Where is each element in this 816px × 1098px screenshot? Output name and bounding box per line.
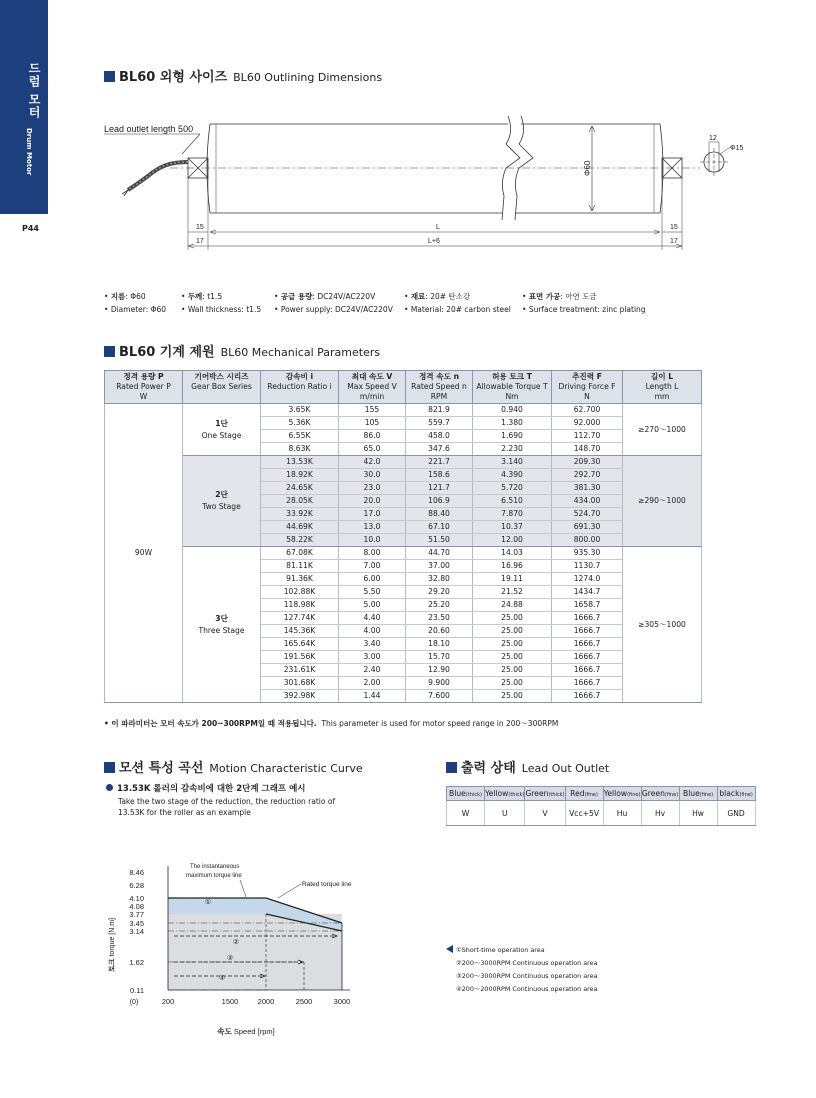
table-cell: 67.08K xyxy=(261,547,339,560)
table-cell: 19.11 xyxy=(473,573,552,586)
y-tick-label: 0.11 xyxy=(129,986,144,995)
table-cell: 1.380 xyxy=(473,417,552,430)
table-cell: 18.10 xyxy=(406,638,473,651)
dimension-drawing xyxy=(100,112,760,260)
spec-diameter: • 지름: Φ60 • Diameter: Φ60 xyxy=(104,292,167,314)
y-tick-label: 3.45 xyxy=(129,919,144,928)
table-cell: 18.92K xyxy=(261,469,339,482)
table-cell: 15.70 xyxy=(406,651,473,664)
x-tick-label: 3000 xyxy=(333,997,351,1006)
table-cell: 25.00 xyxy=(473,651,552,664)
length-cell: ≥305～1000 xyxy=(623,547,702,703)
table-cell: 20.60 xyxy=(406,625,473,638)
table-cell: 13.53K xyxy=(261,456,339,469)
x-tick-label: 1500 xyxy=(221,997,239,1006)
outlet-value-cell: GND xyxy=(717,801,755,826)
outlet-value-cell: Hu xyxy=(603,801,641,826)
y-tick-label: 3.14 xyxy=(129,927,144,936)
table-cell: 7.600 xyxy=(406,690,473,703)
table-cell: 37.00 xyxy=(406,560,473,573)
header-power: 정격 용량 P Rated Power P W xyxy=(105,371,183,404)
table-cell: 1.690 xyxy=(473,430,552,443)
table-cell: 28.05K xyxy=(261,495,339,508)
section-marker-icon xyxy=(446,762,457,773)
outlet-value-cell: Hw xyxy=(679,801,717,826)
table-cell: 292.70 xyxy=(552,469,623,482)
mechanical-parameters-table xyxy=(104,370,702,703)
bullet-dot-icon xyxy=(106,784,113,791)
y-axis-label: 토크 torque [N.m] xyxy=(109,918,116,972)
table-cell: 24.65K xyxy=(261,482,339,495)
legend-item: ③200～3000RPM Continuous operation area xyxy=(456,972,598,980)
region-label-2: ② xyxy=(232,939,240,946)
table-cell: 23.0 xyxy=(339,482,406,495)
table-cell: 21.52 xyxy=(473,586,552,599)
table-cell: 5.00 xyxy=(339,599,406,612)
table-cell: 221.7 xyxy=(406,456,473,469)
side-tab-subtitle: Drum Motor xyxy=(25,128,33,176)
table-cell: 30.0 xyxy=(339,469,406,482)
table-cell: 821.9 xyxy=(406,404,473,417)
side-tab-title: 드럼 모터 xyxy=(27,62,41,120)
outlet-header-row xyxy=(447,787,756,801)
dim-17-right: 17 xyxy=(670,238,678,245)
table-cell: 1.44 xyxy=(339,690,406,703)
outlet-value-row xyxy=(447,801,756,826)
table-cell: 6.55K xyxy=(261,430,339,443)
legend-item: ②200～3000RPM Continuous operation area xyxy=(456,959,598,967)
table-cell: 2.40 xyxy=(339,664,406,677)
x-tick-label: 2000 xyxy=(257,997,275,1006)
outlet-header-cell: Red(fine) xyxy=(565,787,603,801)
table-cell: 935.30 xyxy=(552,547,623,560)
annotation-instantaneous: The instantaneous xyxy=(190,864,240,870)
table-cell: 347.6 xyxy=(406,443,473,456)
table-cell: 1666.7 xyxy=(552,677,623,690)
table-cell: 1666.7 xyxy=(552,638,623,651)
table-cell: 44.70 xyxy=(406,547,473,560)
length-cell: ≥270～1000 xyxy=(623,404,702,456)
curve-title: 모션 특성 곡선 Motion Characteristic Curve xyxy=(104,757,363,776)
pointer-triangle-icon xyxy=(446,945,453,953)
table-header-row xyxy=(105,371,702,404)
table-cell: 1666.7 xyxy=(552,651,623,664)
curve-description: Take the two stage of the reduction, the reduction ratio of 13.53K for the roller as an example xyxy=(118,797,336,817)
table-cell: 1130.7 xyxy=(552,560,623,573)
table-cell: 24.88 xyxy=(473,599,552,612)
table-cell: 3.65K xyxy=(261,404,339,417)
gearbox-stage-cell: 3단 Three Stage xyxy=(183,547,261,703)
shaft-width-label: 12 xyxy=(709,135,717,142)
table-cell: 8.63K xyxy=(261,443,339,456)
table-cell: 209.30 xyxy=(552,456,623,469)
table-cell: 458.0 xyxy=(406,430,473,443)
table-cell: 191.56K xyxy=(261,651,339,664)
table-cell: 6.00 xyxy=(339,573,406,586)
table-cell: 392.98K xyxy=(261,690,339,703)
spec-power: • 공급 용량: DC24V/AC220V • Power supply: DC24V/AC220V xyxy=(274,292,393,314)
y-tick-label: 3.77 xyxy=(129,910,144,919)
region-label-3: ③ xyxy=(226,955,234,962)
table-cell: 4.390 xyxy=(473,469,552,482)
header-torque: 허용 토크 T Allowable Torque T Nm xyxy=(473,371,552,404)
table-cell: 127.74K xyxy=(261,612,339,625)
outlet-header-cell: Blue(thick) xyxy=(447,787,485,801)
table-cell: 12.00 xyxy=(473,534,552,547)
table-row xyxy=(105,547,702,560)
curve-subtitle: 13.53K 롤러의 감속비에 대한 2단계 그래프 예시 xyxy=(106,782,306,794)
table-cell: 1666.7 xyxy=(552,612,623,625)
table-cell: 155 xyxy=(339,404,406,417)
table-cell: 1274.0 xyxy=(552,573,623,586)
x-tick-label: 2500 xyxy=(295,997,313,1006)
dim-l-label: L xyxy=(436,224,440,231)
section-marker-icon xyxy=(104,346,115,357)
table-cell: 32.80 xyxy=(406,573,473,586)
shaft-dia-label: Φ15 xyxy=(730,145,744,152)
annotation-leader xyxy=(278,884,301,898)
table-cell: 86.0 xyxy=(339,430,406,443)
table-cell: 1666.7 xyxy=(552,664,623,677)
table-cell: 88.40 xyxy=(406,508,473,521)
table-cell: 2.230 xyxy=(473,443,552,456)
section-marker-icon xyxy=(104,762,115,773)
table-cell: 16.96 xyxy=(473,560,552,573)
mechanical-title: BL60 기계 제원 BL60 Mechanical Parameters xyxy=(104,341,380,360)
table-cell: 102.88K xyxy=(261,586,339,599)
annotation-leader xyxy=(240,880,246,897)
table-cell: 5.720 xyxy=(473,482,552,495)
spec-surface: • 표면 가공: 아연 도금 • Surface treatment: zinc plating xyxy=(522,292,646,314)
table-cell: 13.0 xyxy=(339,521,406,534)
table-cell: 17.0 xyxy=(339,508,406,521)
table-cell: 231.61K xyxy=(261,664,339,677)
table-cell: 121.7 xyxy=(406,482,473,495)
legend-item: ①Short-time operation area xyxy=(446,944,598,957)
outlet-header-cell: Green(thick) xyxy=(525,787,565,801)
table-cell: 10.0 xyxy=(339,534,406,547)
header-max-speed: 최대 속도 V Max Speed V m/min xyxy=(339,371,406,404)
table-row xyxy=(105,404,702,417)
table-cell: 51.50 xyxy=(406,534,473,547)
outlet-header-cell: Yellow(fine) xyxy=(603,787,641,801)
table-cell: 148.70 xyxy=(552,443,623,456)
side-tab xyxy=(0,0,48,214)
outlet-value-cell: Vcc+5V xyxy=(565,801,603,826)
table-row xyxy=(105,456,702,469)
x-origin-label: (0) xyxy=(129,999,139,1006)
x-tick-label: 200 xyxy=(161,997,175,1006)
table-cell: 20.0 xyxy=(339,495,406,508)
motion-curve-chart xyxy=(96,856,376,1040)
table-cell: 4.40 xyxy=(339,612,406,625)
table-cell: 58.22K xyxy=(261,534,339,547)
header-rated-speed: 정격 속도 n Rated Speed n RPM xyxy=(406,371,473,404)
length-cell: ≥290～1000 xyxy=(623,456,702,547)
table-cell: 42.0 xyxy=(339,456,406,469)
gearbox-stage-cell: 1단 One Stage xyxy=(183,404,261,456)
outlet-title: 출력 상태 Lead Out Outlet xyxy=(446,757,609,776)
y-tick-label: 4.08 xyxy=(129,902,144,911)
table-cell: 3.40 xyxy=(339,638,406,651)
outlet-value-cell: V xyxy=(525,801,565,826)
table-cell: 44.69K xyxy=(261,521,339,534)
table-cell: 14.03 xyxy=(473,547,552,560)
table-cell: 7.00 xyxy=(339,560,406,573)
outlet-header-cell: Blue(fine) xyxy=(679,787,717,801)
table-cell: 12.90 xyxy=(406,664,473,677)
dim-15-right: 15 xyxy=(670,224,678,231)
outlet-header-cell: Yellow(thick) xyxy=(485,787,525,801)
table-cell: 25.00 xyxy=(473,690,552,703)
table-cell: 6.510 xyxy=(473,495,552,508)
table-cell: 106.9 xyxy=(406,495,473,508)
table-cell: 559.7 xyxy=(406,417,473,430)
curve-legend xyxy=(446,944,598,996)
table-cell: 105 xyxy=(339,417,406,430)
y-tick-label: 8.46 xyxy=(129,868,144,877)
table-cell: 112.70 xyxy=(552,430,623,443)
table-cell: 691.30 xyxy=(552,521,623,534)
outlet-header-cell: Green(fine) xyxy=(641,787,679,801)
table-cell: 5.36K xyxy=(261,417,339,430)
table-cell: 9.900 xyxy=(406,677,473,690)
annotation-rated: Rated torque line xyxy=(302,881,352,888)
header-length: 길이 L Length L mm xyxy=(623,371,702,404)
dim-l6-label: L+6 xyxy=(428,238,440,245)
table-cell: 25.00 xyxy=(473,677,552,690)
table-cell: 8.00 xyxy=(339,547,406,560)
header-force: 추진력 F Driving Force F N xyxy=(552,371,623,404)
table-cell: 33.92K xyxy=(261,508,339,521)
table-cell: 25.00 xyxy=(473,625,552,638)
table-cell: 23.50 xyxy=(406,612,473,625)
page-number: P44 xyxy=(22,224,39,233)
outlet-value-cell: Hv xyxy=(641,801,679,826)
table-cell: 25.00 xyxy=(473,638,552,651)
table-cell: 800.00 xyxy=(552,534,623,547)
table-cell: 4.00 xyxy=(339,625,406,638)
y-tick-label: 1.62 xyxy=(129,958,144,967)
table-cell: 10.37 xyxy=(473,521,552,534)
table-cell: 1434.7 xyxy=(552,586,623,599)
dimensions-title: BL60 외형 사이즈 BL60 Outlining Dimensions xyxy=(104,66,382,85)
table-cell: 118.98K xyxy=(261,599,339,612)
table-cell: 1658.7 xyxy=(552,599,623,612)
dim-15-left: 15 xyxy=(196,224,204,231)
table-cell: 25.20 xyxy=(406,599,473,612)
y-tick-label: 4.10 xyxy=(129,894,144,903)
table-cell: 67.10 xyxy=(406,521,473,534)
outlet-header-cell: black(fine) xyxy=(717,787,755,801)
dim-17-left: 17 xyxy=(196,238,204,245)
table-cell: 1666.7 xyxy=(552,625,623,638)
table-cell: 81.11K xyxy=(261,560,339,573)
table-cell: 3.00 xyxy=(339,651,406,664)
table-cell: 62.700 xyxy=(552,404,623,417)
table-cell: 92.000 xyxy=(552,417,623,430)
table-cell: 25.00 xyxy=(473,664,552,677)
outlet-value-cell: W xyxy=(447,801,485,826)
table-footnote: • 이 파라미터는 모터 속도가 200~300RPM일 때 적용됩니다. This parameter is used for motor speed range in 200～300RPM xyxy=(104,719,559,728)
table-cell: 25.00 xyxy=(473,612,552,625)
header-gearbox: 기어박스 시리즈 Gear Box Series xyxy=(183,371,261,404)
lead-outlet-table xyxy=(446,786,756,826)
lead-outlet-label: Lead outlet length 500 xyxy=(104,124,194,134)
annotation-instantaneous: maximum torque line xyxy=(186,873,242,879)
region-label-1: ① xyxy=(204,899,212,906)
section-marker-icon xyxy=(104,71,115,82)
table-cell: 65.0 xyxy=(339,443,406,456)
table-cell: 29.20 xyxy=(406,586,473,599)
table-cell: 301.68K xyxy=(261,677,339,690)
rated-power-cell: 90W xyxy=(105,404,183,703)
y-tick-label: 6.28 xyxy=(129,881,144,890)
table-cell: 5.50 xyxy=(339,586,406,599)
table-cell: 3.140 xyxy=(473,456,552,469)
table-cell: 1666.7 xyxy=(552,690,623,703)
table-cell: 524.70 xyxy=(552,508,623,521)
table-cell: 0.940 xyxy=(473,404,552,417)
table-cell: 434.00 xyxy=(552,495,623,508)
gearbox-stage-cell: 2단 Two Stage xyxy=(183,456,261,547)
table-cell: 145.36K xyxy=(261,625,339,638)
header-ratio: 감속비 i Reduction Ratio i xyxy=(261,371,339,404)
table-cell: 165.64K xyxy=(261,638,339,651)
lead-cable xyxy=(128,162,188,190)
table-cell: 158.6 xyxy=(406,469,473,482)
spec-thickness: • 두께: t1.5 • Wall thickness: t1.5 xyxy=(181,292,262,314)
region-label-4: ④ xyxy=(218,975,226,982)
legend-item: ④200～2000RPM Continuous operation area xyxy=(456,985,598,993)
table-cell: 2.00 xyxy=(339,677,406,690)
table-cell: 381.30 xyxy=(552,482,623,495)
table-cell: 7.870 xyxy=(473,508,552,521)
table-cell: 91.36K xyxy=(261,573,339,586)
spec-material: • 재료: 20# 탄소강 • Material: 20# carbon steel xyxy=(404,292,511,314)
diameter-label: Φ60 xyxy=(583,160,592,176)
outlet-value-cell: U xyxy=(485,801,525,826)
x-axis-label: 속도 Speed [rpm] xyxy=(217,1027,275,1036)
